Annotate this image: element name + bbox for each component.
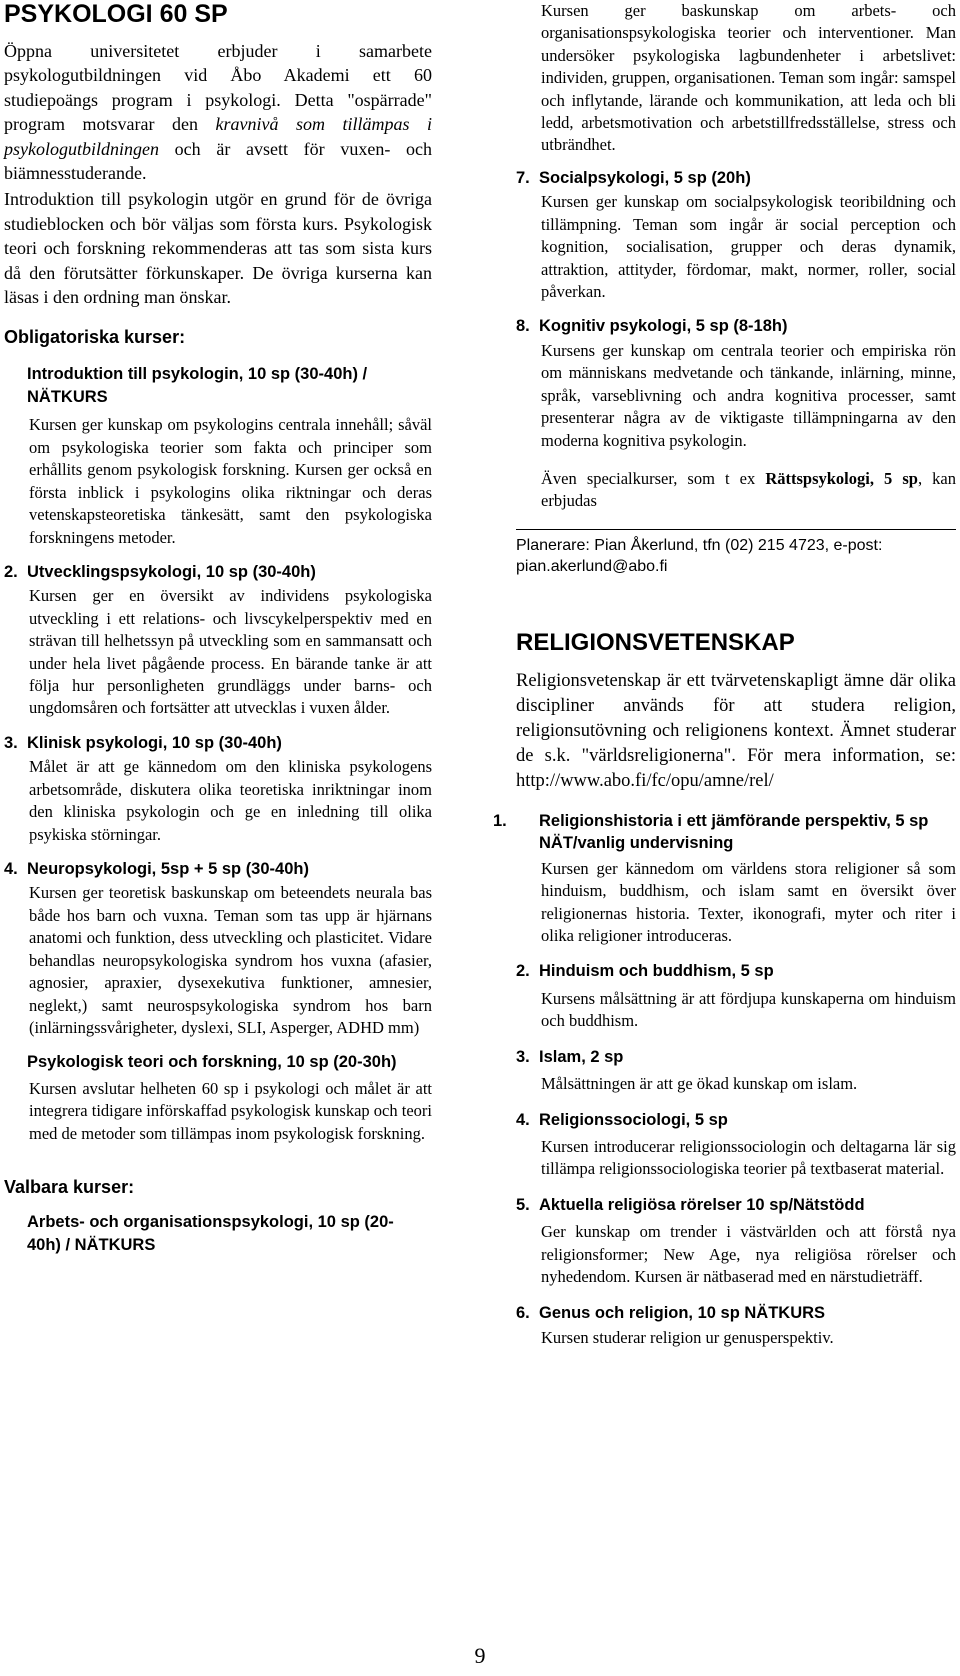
course-title-text: Arbets- och organisationspsykologi, 10 sp (20-40h) / NÄTKURS [27,1213,394,1254]
course-block [4,1051,432,1145]
course-title-text: Psykologisk teori och forskning, 10 sp (20-30h) [27,1053,397,1072]
special-course-name: Rättspsykologi, 5 sp [765,468,918,488]
course-title [516,1194,956,1217]
divider [516,529,956,530]
optional-heading: Valbara kurser: [4,1177,135,1198]
intro-text: Öppna universitetet erbjuder i samarbete psykologutbildningen vid Åbo Akademi ett 60 studiepoängs program i psykologi. Detta "ospärrade" program motsvarar den [4,41,432,135]
religion-title: RELIGIONSVETENSKAP [516,628,795,656]
course-title [516,1302,956,1325]
course-description: Ger kunskap om trender i västvärlden och att förstå nya religionsformer; New Age, nya religiösa rörelser och nyhedendom. Kursen är nätbaserad med en närstudieträff. [541,1222,956,1287]
course-number: 3. [4,733,18,752]
course-title [516,167,956,190]
course-block [4,858,432,1039]
course-title-text: Kognitiv psykologi, 5 sp (8-18h) [539,317,788,336]
course-description: Målet är att ge kännedom om den kliniska psykologens arbetsområde, diskutera olika teoretiska inriktningar inom den kliniska psykologin och ge en inledning till olika psykiska störningar. [29,757,432,844]
course-block [516,167,956,304]
course-description: Kursen ger kunskap om psykologins centrala innehåll; såväl om psykologiska teorier som fakta och principer som erhållits genom psykologisk forskning. Kursen ger också en första inblick i psykologins olika riktningar och deras vetenskapsteoretiska tänkesätt, samt den psykologiska forskningens metoder. [29,415,432,547]
course-title [516,1046,956,1069]
course-title-text: Hinduism och buddhism, 5 sp [539,962,774,981]
course-title [4,1051,407,1074]
course-description: Kursen ger kännedom om världens stora religioner så som hinduism, buddhism, och islam samt en översikt över religionernas historia. Texter, ikonografi, myter och riter i olika religioner introduceras. [541,858,956,945]
intro-italic-text: kravnivå som tillämpas i psykologutbildningen [4,114,432,159]
course-description: Kursen ger baskunskap om arbets- och organisationspsykologiska teorier och interventioner. Man undersöker psykologiska lagbundenheter i arbetslivet: individen, gruppen, organisationen. Teman som ingår: samspel och inflytande, lärande och kommunikation, att leda och bli ledd, arbetsmotivation och arbetstillfredsställelse, stress och utbrändhet. [541,1,956,155]
course-number: 3. [516,1047,530,1066]
course-block [4,363,432,548]
course-block [516,1046,956,1096]
right-column [493,0,956,1350]
course-description: Kursen introducerar religionssociologin och deltagarna lär sig tillämpa religionssociologiska teorier på textbaserat material. [541,1137,956,1179]
course-title [516,1109,956,1132]
course-number: 1. [493,811,507,830]
intro-paragraph [4,39,432,185]
course-title [516,315,956,338]
planner-contact: Planerare: Pian Åkerlund, tfn (02) 215 4723, e-post: pian.akerlund@abo.fi [516,536,883,575]
course-title-text: Religionssociologi, 5 sp [539,1110,728,1129]
course-description: Kursen avslutar helheten 60 sp i psykologi och målet är att integrera tidigare införskaffad psykologisk kunskap och teori med de metoder som tillämpas inom psykologisk forskning. [29,1078,432,1143]
course-title-text: Genus och religion, 10 sp NÄTKURS [539,1303,826,1322]
course-description: Kursens ger kunskap om centrala teorier och empiriska rön om människans medvetande och tänkande, inlärning, minne, språk, varseblivning och andra kognitiva processer, samt presenterar några av de viktigaste tillämpningarna av den moderna kognitiva psykologin. [541,340,956,450]
course-title-text: Neuropsykologi, 5sp + 5 sp (30-40h) [27,859,309,878]
special-note-text: Även specialkurser, som t ex [541,468,766,488]
course-number: 4. [4,859,18,878]
course-description: Kursen ger teoretisk baskunskap om beteendets neurala bas både hos barn och vuxna. Teman som tas upp är hjärnans anatomi och funktion, dess utveckling och plasticitet. Vidare behandlas neuropsykologiska syndrom hos vuxna (afasier, agnosier, apraxier, dysexekutiva funktioner, amnesier, neglekt,) samt neurospsykologiska syndrom hos barn (inlärningssvårigheter, dyslexi, SLI, Asperger, ADHD mm) [29,883,432,1037]
course-title-text: Religionshistoria i ett jämförande perspektiv, 5 sp NÄT/vanlig undervisning [539,811,929,853]
course-block [516,960,956,1032]
course-block [4,732,432,846]
course-description: Kursens målsättning är att fördjupa kunskaperna om hinduism och buddhism. [541,988,956,1031]
course-title-text: Introduktion till psykologin, 10 sp (30-40h) / NÄTKURS [27,365,368,406]
course-number: 8. [516,317,530,336]
intro-text-end: och är avsett för vuxen- och biämnesstuderande. [4,138,432,184]
course-number [4,1051,27,1074]
course-block [4,561,432,720]
course-number [4,363,27,386]
course-description: Kursen ger en översikt av individens psykologiska utveckling i ett relations- och livscykelperspektiv med en strävan till helhetssyn på utveckling som en sammansatt och under hela livet pågående process. En bärande tanke är att följa hur personligheten grundläggs under barns- och ungdomsåren och fortsätter att utvecklas i vuxen ålder. [29,586,432,718]
course-block [4,1211,432,1256]
course-block [516,1302,956,1350]
course-title [4,858,432,881]
course-number: 4. [516,1110,530,1129]
course-number: 7. [516,168,530,187]
religion-intro: Religionsvetenskap är ett tvärvetenskapligt ämne där olika discipliner används för att studera religion, religionsutövning och religionens kontext. Ämnet studerar de s.k. "världsreligionerna". För mera information, se: http://www.abo.fi/fc/opu/amne/rel/ [516,670,956,791]
course-number: 5. [516,1195,530,1214]
course-block [516,1109,956,1181]
course-title [516,960,956,983]
course-block [516,1194,956,1289]
left-column [4,0,432,1256]
special-courses-note [541,468,956,513]
course-number [4,1211,27,1234]
course-number: 2. [516,962,530,981]
course-title [4,363,432,408]
course-block [493,810,956,948]
course-title-text: Utvecklingspsykologi, 10 sp (30-40h) [27,562,316,581]
course-number: 6. [516,1303,530,1322]
page-number: 9 [474,1643,486,1668]
intro-paragraph-2: Introduktion till psykologin utgör en grund för de övriga studieblocken och bör väljas som första kurs. Psykologisk teori och forskning rekommenderas att tas som sista kurs då den förutsätter förkunskaper. De övriga kurserna kan läsas i den ordning man önskar. [4,189,432,308]
course-title-text: Aktuella religiösa rörelser 10 sp/Nätstödd [539,1195,865,1214]
course-title [4,561,432,584]
course-title [4,732,432,755]
course-description: Kursen studerar religion ur genusperspektiv. [541,1328,834,1348]
course-title [4,1211,417,1256]
course-number: 2. [4,562,18,581]
mandatory-heading: Obligatoriska kurser: [4,327,186,348]
course-title-text: Islam, 2 sp [539,1047,624,1066]
course-title [493,810,949,855]
course-description: Kursen ger kunskap om socialpsykologisk teoribildning och tillämpning. Teman som ingår är social perception och kognition, socialisation, grupper och deras dynamik, attraktion, attityder, fördomar, makt, normer, roller, social påverkan. [541,192,956,301]
special-note-text-end: , kan erbjudas [541,468,956,511]
page-title: PSYKOLOGI 60 SP [4,0,228,28]
course-description: Målsättningen är att ge ökad kunskap om islam. [541,1074,858,1094]
course-block [516,315,956,452]
course-title-text: Socialpsykologi, 5 sp (20h) [539,168,751,187]
course-title-text: Klinisk psykologi, 10 sp (30-40h) [27,733,282,752]
